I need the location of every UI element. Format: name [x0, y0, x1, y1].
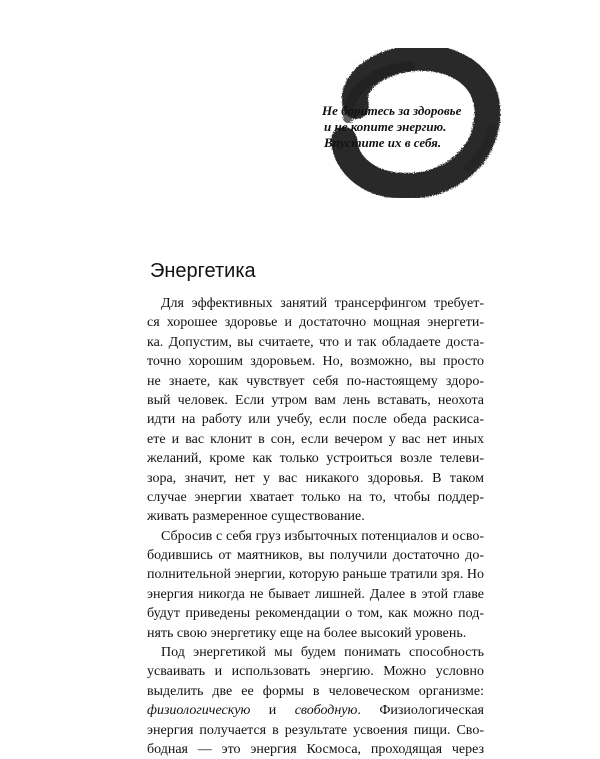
- text-line: ся хорошее здоровье и достаточно мощная энергети-: [147, 315, 484, 331]
- text-line: зора, значит, нет у вас никакого здоровья. В таком: [147, 470, 484, 486]
- text-line: полнительной энергии, которую раньше тратили зря. Но: [147, 567, 484, 583]
- text-line: точно хорошим здоровьем. Но, возможно, вы просто: [147, 354, 484, 370]
- epigraph-line: Впустите их в себя.: [324, 135, 442, 150]
- text-line: бодившись от маятников, вы получили достаточно до-: [147, 548, 484, 564]
- text-line: энергия никогда не бывает лишней. Далее в этой главе: [147, 586, 484, 602]
- text-line: вый человек. Если утром вам лень вставать, неохота: [147, 392, 484, 408]
- text-line: идти на работу или учебу, если после обеда раскиса-: [147, 412, 484, 428]
- line-rest: . Физиологическая: [357, 703, 484, 719]
- emphasis-physiological: физиологическую: [147, 703, 251, 719]
- text-line: энергия получается в результате усвоения пищи. Сво-: [147, 722, 484, 738]
- text-line: ете и вас клонит в сон, если вечером у вас нет иных: [147, 431, 484, 447]
- connector-text: и: [250, 703, 295, 719]
- text-line: живать размеренное существование.: [147, 509, 365, 525]
- epigraph: [322, 103, 512, 151]
- epigraph-line: и не копите энергию.: [324, 119, 447, 134]
- text-line: желаний, кроме как только устроиться возле телеви-: [147, 451, 484, 467]
- text-line: Для эффективных занятий трансерфингом требует-: [161, 296, 484, 311]
- text-line: выделить две ее формы в человеческом организме:: [147, 683, 484, 699]
- emphasis-free: свободную: [294, 703, 358, 719]
- text-line-mixed: [147, 701, 484, 720]
- text-line: ка. Допустим, вы считаете, что и так обладаете доста-: [147, 334, 484, 350]
- text-line: бодная — это энергия Космоса, проходящая через: [147, 741, 484, 757]
- text-line: усваивать и использовать энергию. Можно условно: [147, 664, 484, 680]
- text-line: будут приведены рекомендации о том, как можно под-: [147, 606, 484, 622]
- text-line: не знаете, как чувствует себя по-настоящему здоро-: [147, 373, 484, 389]
- text-line: случае энергии хватает только на то, чтобы поддер-: [147, 489, 484, 505]
- epigraph-line: Не боритесь за здоровье: [322, 103, 462, 118]
- text-line: Сбросив с себя груз избыточных потенциалов и осво-: [161, 528, 484, 544]
- body-text: [147, 294, 484, 759]
- section-title: Энергетика: [150, 260, 256, 282]
- text-line: нять свою энергетику еще на более высокий уровень.: [147, 625, 467, 641]
- text-line: Под энергетикой мы будем понимать способность: [161, 645, 484, 661]
